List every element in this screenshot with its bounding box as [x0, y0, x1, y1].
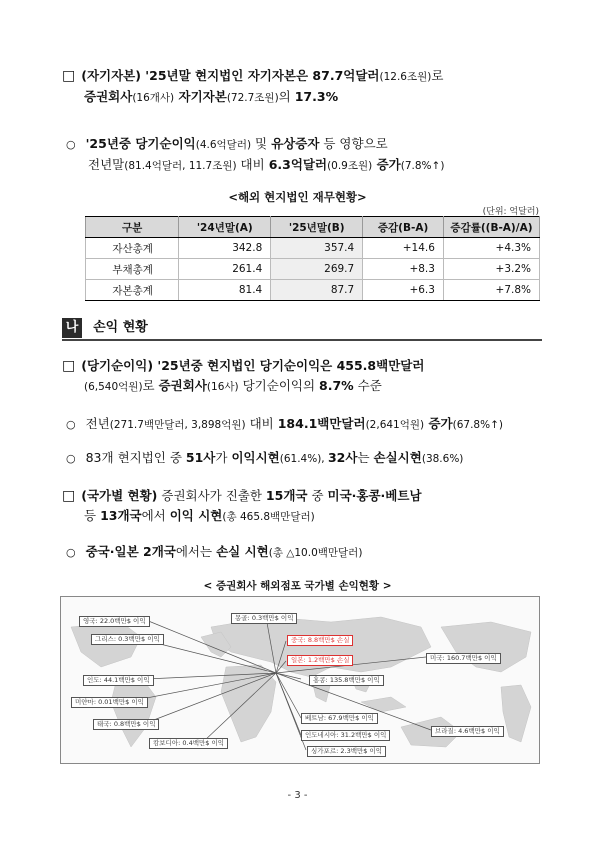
table-row: 부채총계 261.4 269.7 +8.3 +3.2%: [86, 259, 540, 280]
capital-change-paragraph: ○ '25년중 당기순이익(4.6억달러) 및 유상증자 등 영향으로 전년말(81.4억달러, 11.7조원) 대비 6.3억달러(0.9조원) 증가(7.8%↑): [66, 136, 445, 172]
table-title: <해외 현지법인 재무현황>: [228, 190, 367, 204]
square-bullet-icon: □: [62, 488, 76, 504]
financial-table: [85, 216, 540, 301]
map-label-usa: 미국: 160.7백만$ 이익: [426, 653, 501, 664]
column-header: 증감률((B-A)/A): [443, 217, 539, 238]
net-income-paragraph: □ (당기순이익) '25년중 현지법인 당기순이익은 455.8백만달러 (6,540억원)로 증권회사(16사) 당기순이익의 8.7% 수준: [62, 358, 425, 393]
profit-loss-count-paragraph: ○ 83개 현지법인 중 51사가 이익시현(61.4%), 32사는 손실시현(38.6%): [66, 448, 463, 469]
column-header: '25년말(B): [271, 217, 363, 238]
page-number: - 3 -: [287, 790, 308, 801]
map-title: < 증권회사 해외점포 국가별 손익현황 >: [203, 580, 392, 592]
map-label-uk: 영국: 22.0백만$ 이익: [79, 616, 150, 627]
section-title: 손익 현황: [93, 320, 148, 335]
circle-bullet-icon: ○: [66, 418, 76, 431]
map-label-singapore: 싱가포르: 2.3백만$ 이익: [307, 746, 386, 757]
circle-bullet-icon: ○: [66, 452, 76, 465]
map-label-cambodia: 캄보디아: 0.4백만$ 이익: [149, 738, 228, 749]
country-paragraph: □ (국가별 현황) 증권회사가 진출한 15개국 중 미국·홍콩·베트남 등 13개국에서 이익 시현(총 465.8백만달러): [62, 488, 422, 523]
circle-bullet-icon: ○: [66, 138, 76, 151]
loss-country-paragraph: ○ 중국·일본 2개국에서는 손실 시현(총 △10.0백만달러): [66, 542, 362, 563]
map-label-hongkong: 홍콩: 135.8백만$ 이익: [309, 675, 384, 686]
table-unit: (단위: 억달러): [482, 207, 539, 217]
map-label-brazil: 브라질: 4.6백만$ 이익: [431, 726, 504, 737]
map-label-vietnam: 베트남: 67.9백만$ 이익: [301, 713, 378, 724]
map-label-thailand: 태국: 0.8백만$ 이익: [93, 719, 159, 730]
section-header: [62, 316, 148, 338]
table-row: 자본총계 81.4 87.7 +6.3 +7.8%: [86, 280, 540, 301]
map-label-indonesia: 인도네시아: 31.2백만$ 이익: [301, 730, 390, 741]
map-label-china: 중국: 8.8백만$ 손실: [287, 635, 353, 646]
column-header: 구분: [86, 217, 179, 238]
section-badge: 나: [62, 318, 82, 338]
square-bullet-icon: □: [62, 68, 76, 84]
square-bullet-icon: □: [62, 358, 76, 374]
section-divider: [62, 339, 542, 341]
table-row: 자산총계 342.8 357.4 +14.6 +4.3%: [86, 238, 540, 259]
circle-bullet-icon: ○: [66, 546, 76, 559]
map-label-japan: 일본: 1.2백만$ 손실: [287, 655, 353, 666]
income-change-paragraph: ○ 전년(271.7백만달러, 3,898억원) 대비 184.1백만달러(2,641억원) 증가(67.8%↑): [66, 414, 503, 435]
capital-paragraph: □ (자기자본) '25년말 현지법인 자기자본은 87.7억달러(12.6조원)로 증권회사(16개사) 자기자본(72.7조원)의 17.3%: [62, 68, 444, 104]
map-label-mongolia: 몽골: 0.3백만$ 이익: [231, 613, 297, 624]
table-header-row: [86, 217, 540, 238]
map-label-india: 인도: 44.1백만$ 이익: [83, 675, 154, 686]
map-label-greece: 그리스: 0.3백만$ 이익: [91, 634, 164, 645]
column-header: '24년말(A): [179, 217, 271, 238]
column-header: 증감(B-A): [363, 217, 444, 238]
map-label-myanmar: 미얀마: 0.01백만$ 이익: [71, 697, 148, 708]
world-map-figure: [60, 596, 540, 764]
